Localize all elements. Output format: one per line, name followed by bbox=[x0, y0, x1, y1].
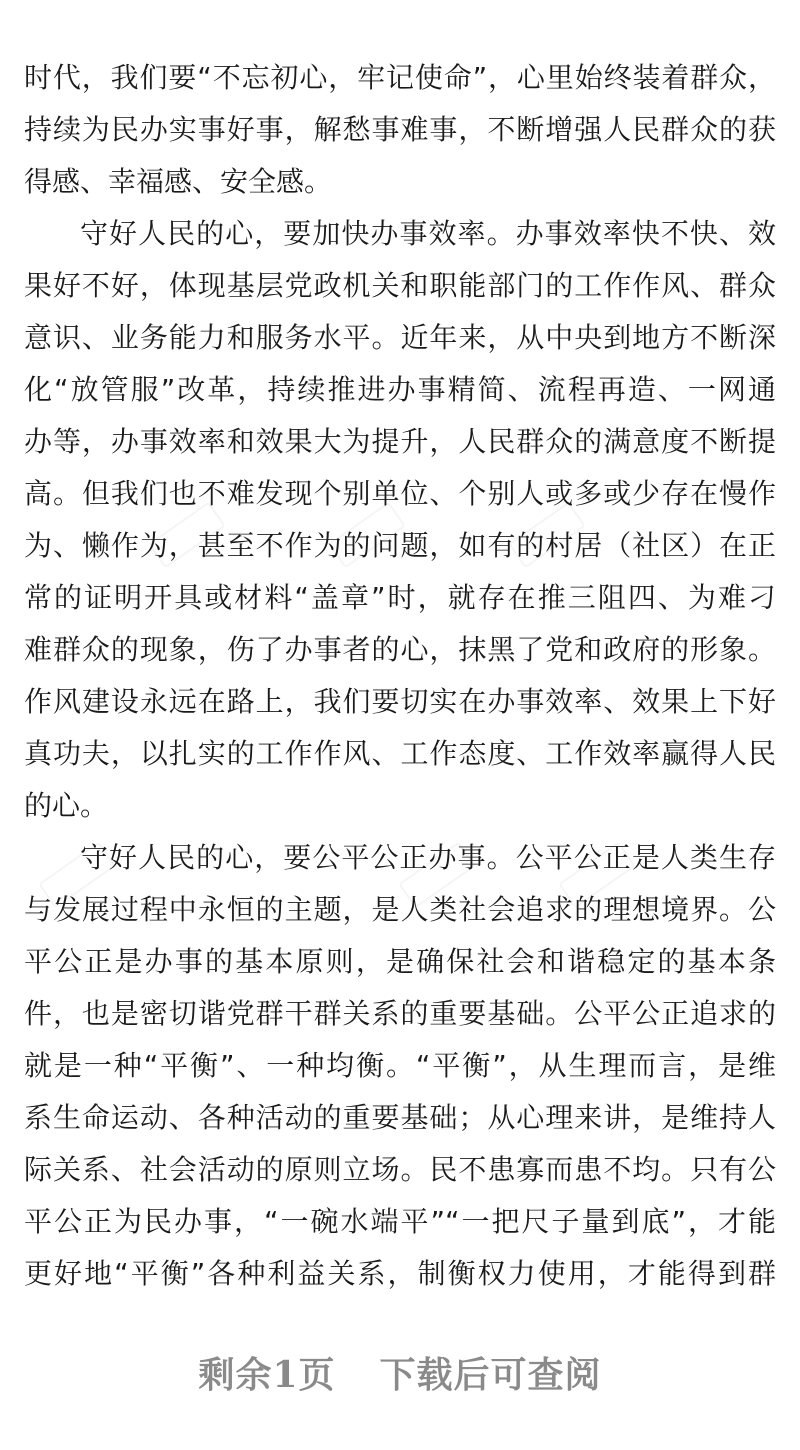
download-prompt[interactable] bbox=[0, 1350, 800, 1400]
text-line: 与发展过程中永恒的主题，是人类社会追求的理想境界。公 bbox=[24, 893, 776, 926]
text-line: 得感、幸福感、安全感。 bbox=[24, 165, 333, 198]
text-line: 常的证明开具或材料“盖章”时，就存在推三阻四、为难刁 bbox=[24, 581, 776, 614]
text-line: 时代，我们要“不忘初心，牢记使命”，心里始终装着群众， bbox=[24, 61, 776, 94]
text-line: 际关系、社会活动的原则立场。民不患寡而患不均。只有公 bbox=[24, 1153, 776, 1186]
text-line: 的心。 bbox=[24, 789, 109, 822]
text-line: 守好人民的心，要加快办事效率。办事效率快不快、效 bbox=[80, 217, 776, 250]
text-line: 平公正是办事的基本原则，是确保社会和谐稳定的基本条 bbox=[24, 945, 776, 978]
text-line: 真功夫，以扎实的工作作风、工作态度、工作效率赢得人民 bbox=[24, 737, 776, 770]
text-line: 意识、业务能力和服务水平。近年来，从中央到地方不断深 bbox=[24, 321, 776, 354]
text-line: 为、懒作为，甚至不作为的问题，如有的村居（社区）在正 bbox=[24, 529, 776, 562]
text-line: 化“放管服”改革，持续推进办事精简、流程再造、一网通 bbox=[24, 373, 776, 406]
article-body bbox=[24, 52, 776, 1300]
text-line: 件，也是密切谐党群干群关系的重要基础。公平公正追求的 bbox=[24, 997, 776, 1030]
text-line: 难群众的现象，伤了办事者的心，抹黑了党和政府的形象。 bbox=[24, 633, 776, 666]
text-line: 办等，办事效率和效果大为提升，人民群众的满意度不断提 bbox=[24, 425, 776, 458]
text-line: 守好人民的心，要公平公正办事。公平公正是人类生存 bbox=[80, 841, 776, 874]
text-line: 高。但我们也不难发现个别单位、个别人或多或少存在慢作 bbox=[24, 477, 776, 510]
text-line: 就是一种“平衡”、一种均衡。“平衡”，从生理而言，是维 bbox=[24, 1049, 776, 1082]
text-line: 作风建设永远在路上，我们要切实在办事效率、效果上下好 bbox=[24, 685, 776, 718]
text-line: 更好地“平衡”各种利益关系，制衡权力使用，才能得到群 bbox=[24, 1257, 776, 1290]
text-line: 系生命运动、各种活动的重要基础；从心理来讲，是维持人 bbox=[24, 1101, 776, 1134]
text-line: 持续为民办实事好事，解愁事难事，不断增强人民群众的获 bbox=[24, 113, 776, 146]
text-line: 平公正为民办事，“一碗水端平”“一把尺子量到底”，才能 bbox=[24, 1205, 776, 1238]
text-line: 果好不好，体现基层党政机关和职能部门的工作作风、群众 bbox=[24, 269, 776, 302]
download-to-view-label: 下载后可查阅 bbox=[379, 1354, 602, 1396]
remaining-pages-label: 剩余1页 bbox=[198, 1354, 336, 1396]
